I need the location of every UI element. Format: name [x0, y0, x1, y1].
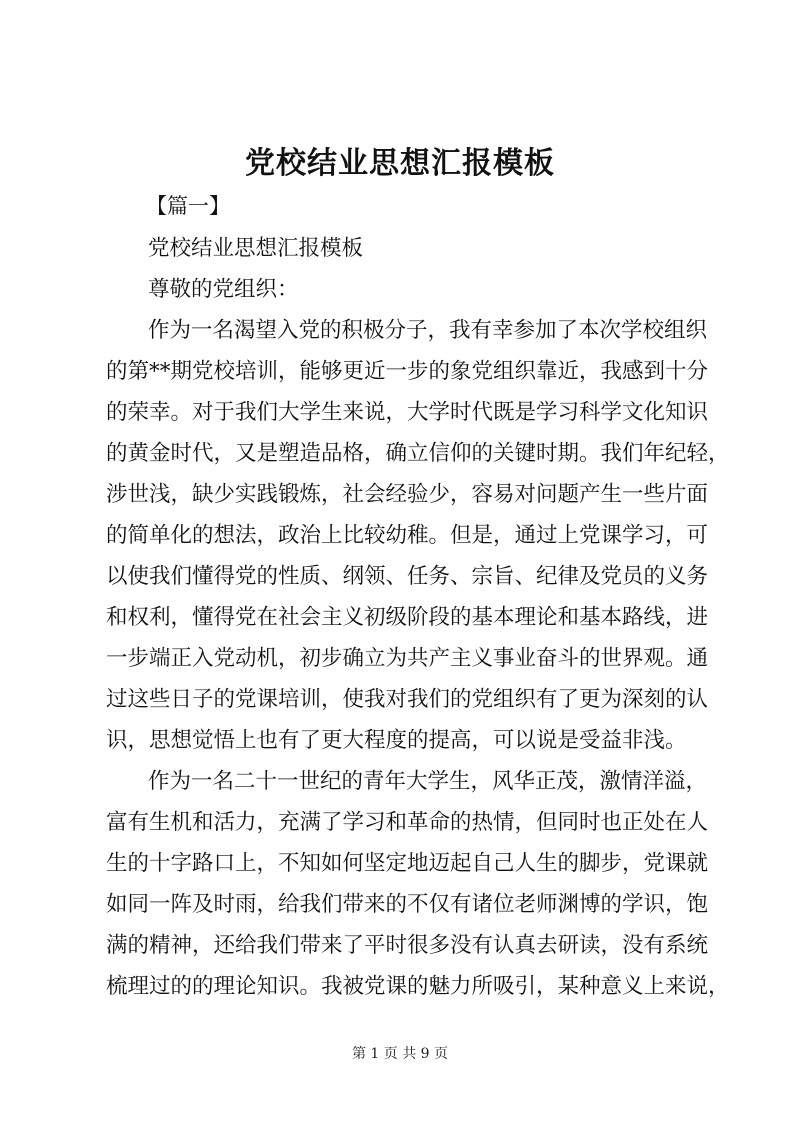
paragraph-line: 的简单化的想法，政治上比较幼稚。但是，通过上党课学习，可 [106, 523, 709, 548]
paragraph-line: 作为一名二十一世纪的青年大学生，风华正茂，激情洋溢， [148, 769, 708, 794]
salutation: 尊敬的党组织： [148, 277, 299, 302]
paragraph-line: 以使我们懂得党的性质、纲领、任务、宗旨、纪律及党员的义务 [106, 564, 709, 589]
section-label: 【篇一】 [146, 194, 230, 218]
document-title: 党校结业思想汇报模板 [245, 146, 555, 181]
paragraph-line: 一步端正入党动机，初步确立为共产主义事业奋斗的世界观。通 [106, 646, 709, 671]
document-subtitle: 党校结业思想汇报模板 [148, 236, 364, 261]
paragraph-line: 和权利，懂得党在社会主义初级阶段的基本理论和基本路线，进 [106, 605, 709, 630]
paragraph-line: 满的精神，还给我们带来了平时很多没有认真去研读，没有系统 [106, 933, 709, 958]
paragraph-line: 富有生机和活力，充满了学习和革命的热情，但同时也正处在人 [106, 810, 709, 835]
paragraph-line: 如同一阵及时雨，给我们带来的不仅有诸位老师渊博的学识，饱 [106, 892, 709, 917]
paragraph-line: 梳理过的的理论知识。我被党课的魅力所吸引，某种意义上来说， [106, 974, 730, 999]
paragraph-line: 的第**期党校培训，能够更近一步的象党组织靠近，我感到十分 [106, 359, 709, 384]
paragraph-line: 的荣幸。对于我们大学生来说，大学时代既是学习科学文化知识 [106, 400, 709, 425]
paragraph-line: 作为一名渴望入党的积极分子，我有幸参加了本次学校组织 [148, 318, 708, 343]
paragraph-line: 涉世浅，缺少实践锻炼，社会经验少，容易对问题产生一些片面 [106, 482, 709, 507]
paragraph-line: 过这些日子的党课培训，使我对我们的党组织有了更为深刻的认 [106, 687, 709, 712]
paragraph-line: 识，思想觉悟上也有了更大程度的提高，可以说是受益非浅。 [106, 728, 687, 753]
paragraph-line: 的黄金时代，又是塑造品格，确立信仰的关键时期。我们年纪轻， [106, 441, 730, 466]
paragraph-line: 生的十字路口上，不知如何坚定地迈起自己人生的脚步，党课就 [106, 851, 709, 876]
page-number-footer: 第 1 页 共 9 页 [351, 1046, 449, 1062]
